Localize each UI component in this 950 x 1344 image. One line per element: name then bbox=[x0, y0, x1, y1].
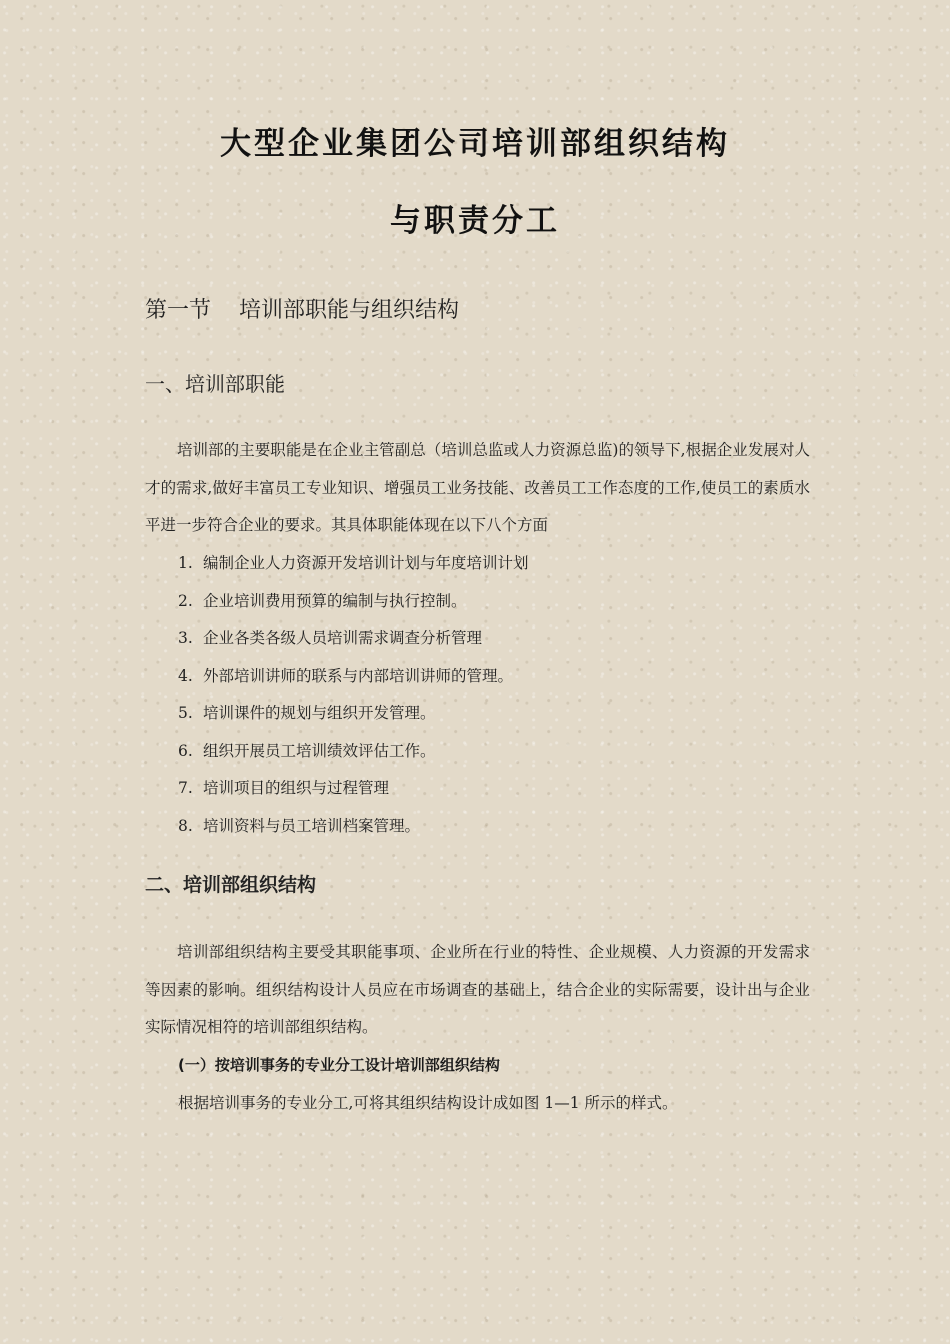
list-item bbox=[178, 733, 529, 771]
list-item-text: 外部培训讲师的联系与内部培训讲师的管理。 bbox=[203, 666, 514, 685]
list-item-text: 培训项目的组织与过程管理 bbox=[203, 779, 390, 797]
list-item-text: 企业培训费用预算的编制与执行控制。 bbox=[203, 591, 467, 610]
list-item-number: 1. bbox=[178, 554, 193, 572]
part2-heading: 二、培训部组织结构 bbox=[145, 874, 317, 896]
list-item-text: 企业各类各级人员培训需求调查分析管理 bbox=[203, 629, 483, 647]
list-item bbox=[178, 583, 529, 621]
section-heading bbox=[145, 293, 459, 324]
document-title-line-1: 大型企业集团公司培训部组织结构 bbox=[220, 126, 730, 162]
list-item bbox=[178, 808, 529, 846]
list-item bbox=[178, 770, 529, 808]
list-item-text: 组织开展员工培训绩效评估工作。 bbox=[203, 741, 436, 760]
section-number: 第一节 bbox=[145, 298, 212, 323]
function-list bbox=[178, 545, 529, 845]
part1-heading: 一、培训部职能 bbox=[145, 372, 285, 396]
section-title: 培训部职能与组织结构 bbox=[239, 298, 460, 323]
part2-subheading: (一）按培训事务的专业分工设计培训部组织结构 bbox=[178, 1056, 500, 1074]
list-item-number: 6. bbox=[178, 741, 193, 760]
part1-intro-paragraph: 培训部的主要职能是在企业主管副总（培训总监或人力资源总监)的领导下,根据企业发展对人才的需求,做好丰富员工专业知识、增强员工业务技能、改善员工工作态度的工作,使员工的素质水平进一步符合企业的要求。其具体职能体现在以下八个方面 bbox=[145, 441, 810, 534]
list-item-text: 编制企业人力资源开发培训计划与年度培训计划 bbox=[203, 554, 529, 572]
figure-reference-text: 根据培训事务的专业分工,可将其组织结构设计成如图 1—1 所示的样式。 bbox=[178, 1094, 678, 1112]
document-title-line-2: 与职责分工 bbox=[390, 203, 560, 239]
list-item bbox=[178, 620, 529, 658]
list-item-number: 8. bbox=[178, 816, 193, 835]
list-item bbox=[178, 695, 529, 733]
list-item bbox=[178, 658, 529, 696]
list-item-number: 5. bbox=[178, 704, 193, 722]
part2-intro-paragraph: 培训部组织结构主要受其职能事项、企业所在行业的特性、企业规模、人力资源的开发需求等因素的影响。组织结构设计人员应在市场调查的基础上，结合企业的实际需要，设计出与企业实际情况相符的培训部组织结构。 bbox=[145, 943, 810, 1036]
list-item-number: 3. bbox=[178, 629, 193, 647]
list-item-number: 2. bbox=[178, 591, 193, 610]
list-item-number: 4. bbox=[178, 666, 193, 685]
list-item bbox=[178, 545, 529, 583]
list-item-number: 7. bbox=[178, 779, 193, 797]
list-item-text: 培训资料与员工培训档案管理。 bbox=[203, 816, 421, 835]
list-item-text: 培训课件的规划与组织开发管理。 bbox=[203, 704, 436, 722]
